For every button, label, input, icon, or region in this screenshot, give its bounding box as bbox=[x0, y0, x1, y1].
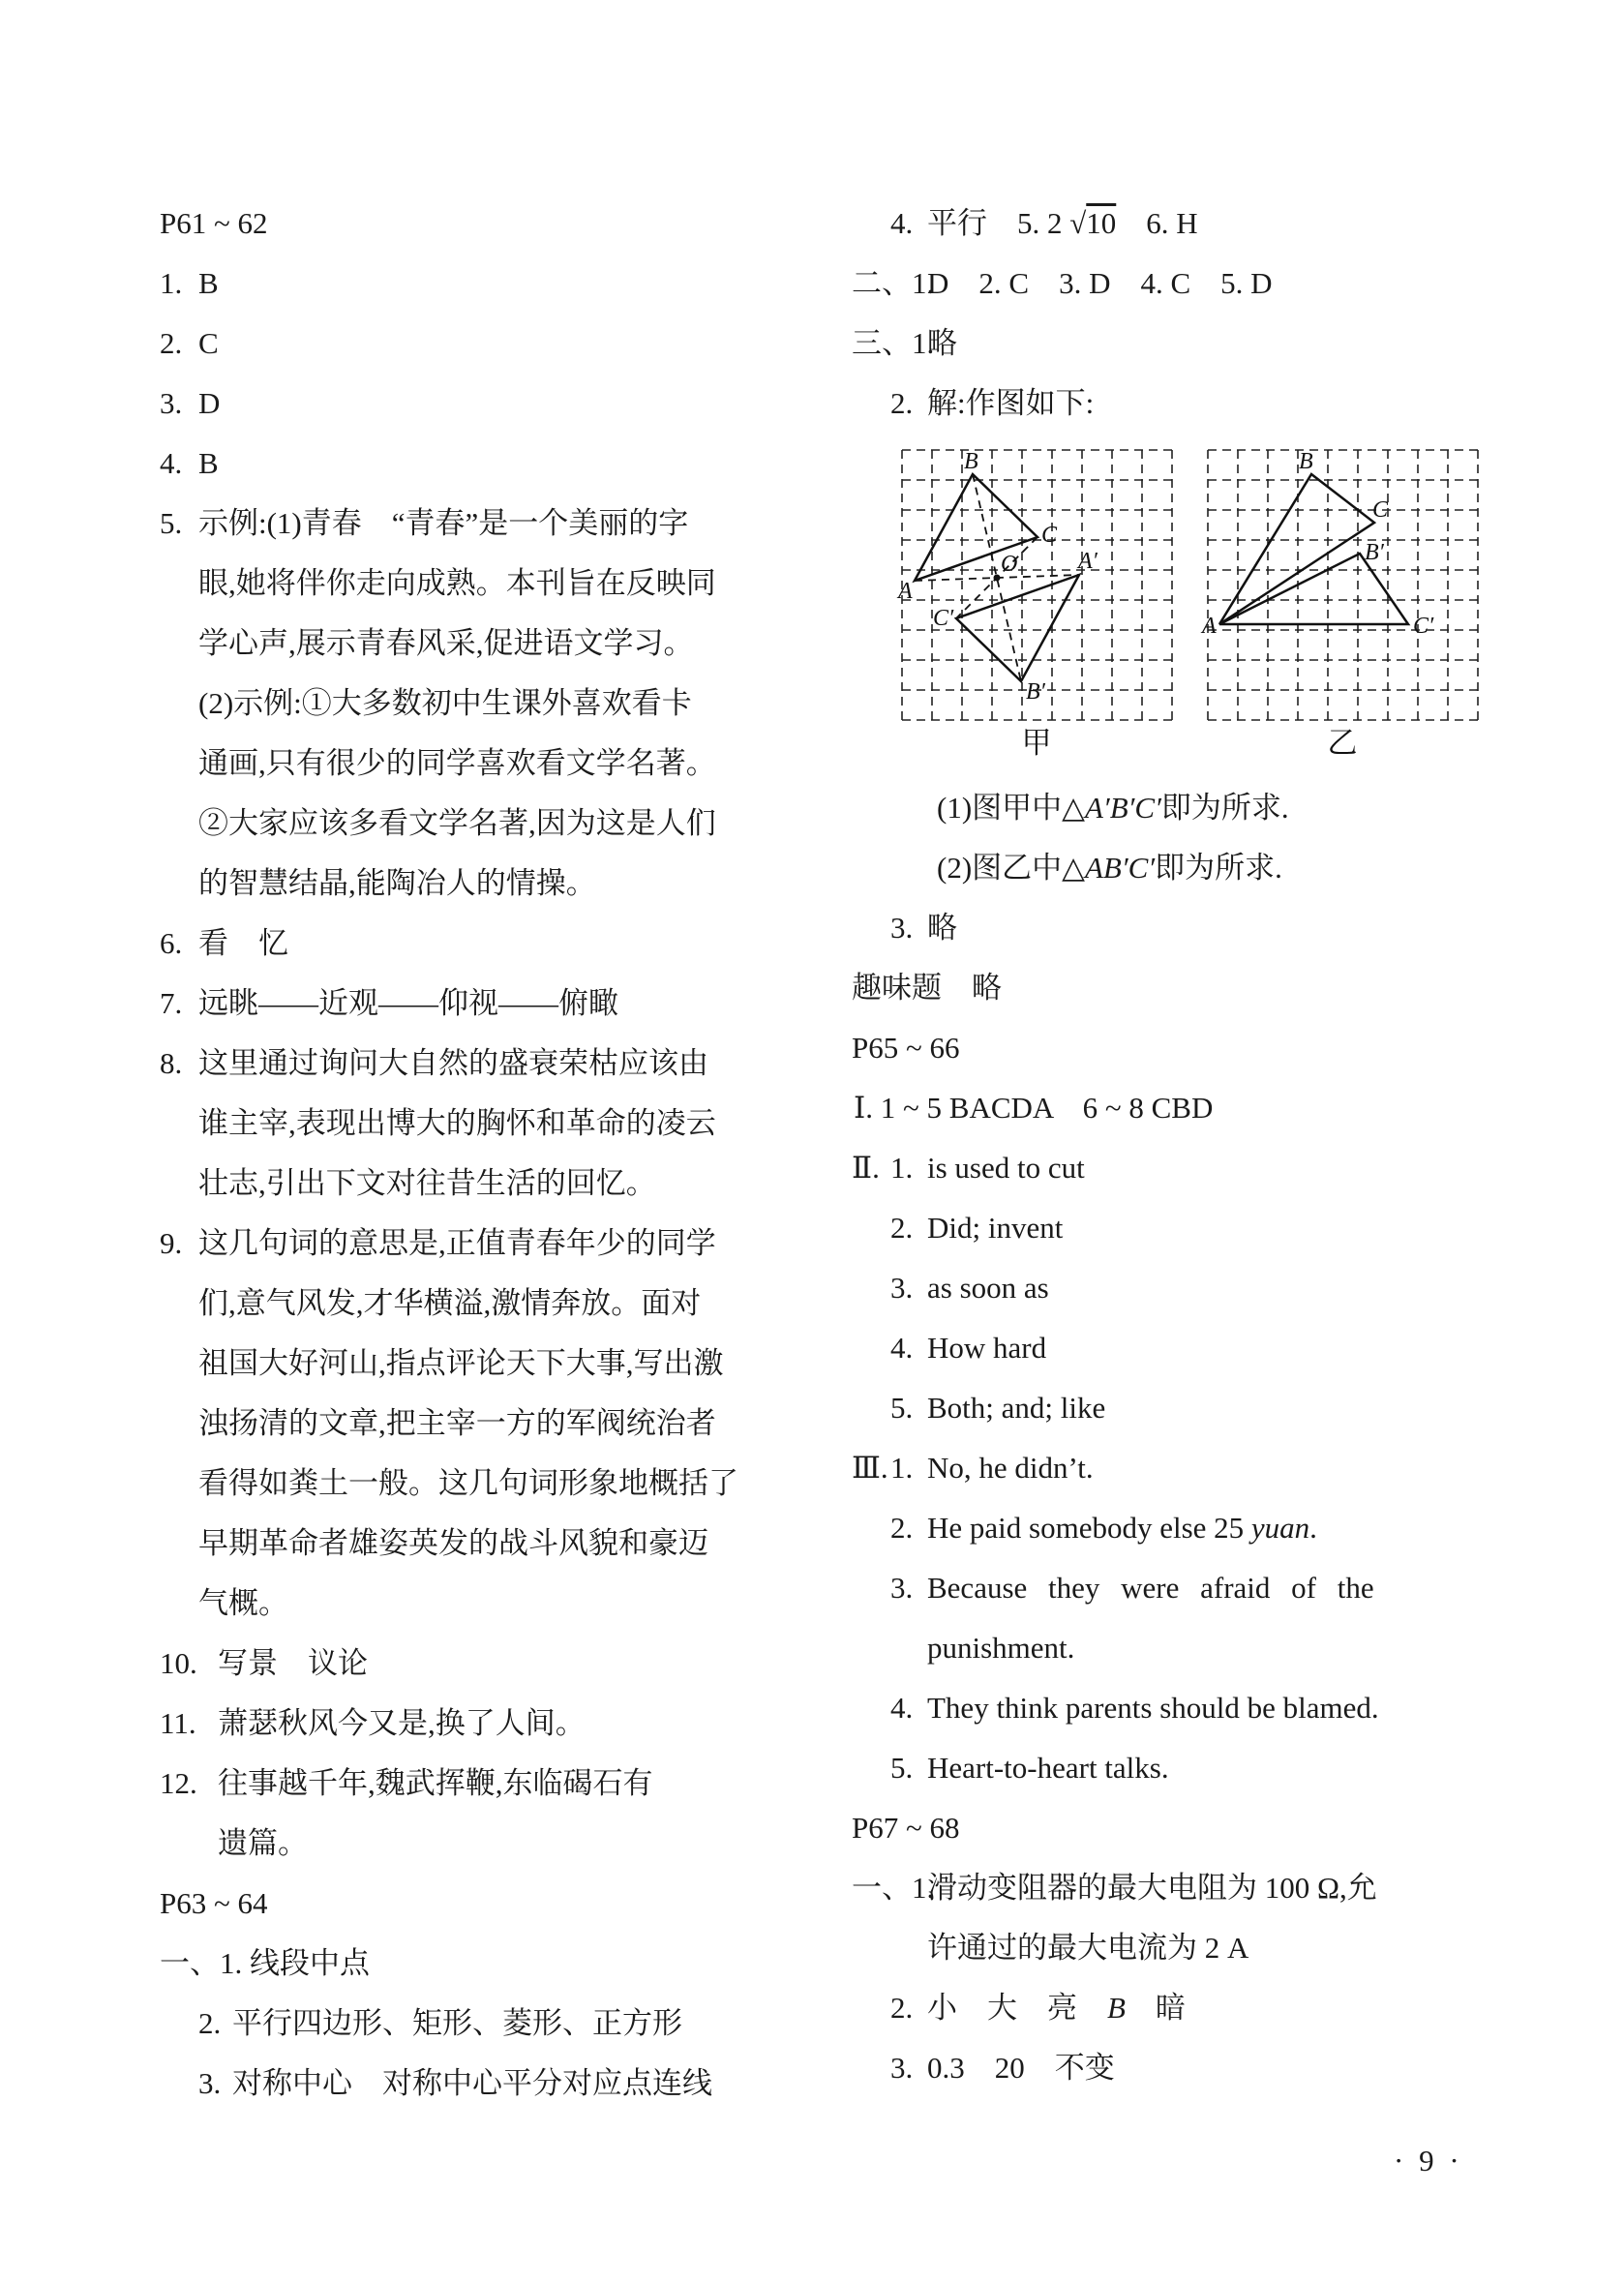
item-number: 6. bbox=[160, 926, 183, 960]
item-number: 3. bbox=[198, 2066, 222, 2100]
page-number: · 9 · bbox=[1394, 2144, 1463, 2177]
point-label-c: C bbox=[1041, 523, 1058, 548]
answer-text bbox=[927, 1978, 1186, 2038]
answer-text: 壮志,引出下文对往昔生活的回忆。 bbox=[198, 1166, 656, 1200]
answer-line bbox=[0, 494, 832, 554]
answer-text-part: 即为所求. bbox=[1160, 791, 1289, 825]
answer-text-part: . bbox=[1309, 1511, 1317, 1545]
answer-line bbox=[0, 974, 832, 1034]
item-number: 4. bbox=[890, 1331, 914, 1365]
figure-caption-jia: 甲 bbox=[1021, 726, 1052, 760]
answer-line bbox=[832, 958, 1624, 1018]
answer-continuation bbox=[0, 1394, 832, 1454]
grid-yi bbox=[1208, 450, 1478, 720]
item-number: 2. bbox=[890, 386, 914, 420]
item-number: 3. bbox=[160, 386, 183, 420]
answer-line bbox=[0, 1214, 832, 1274]
answer-line bbox=[832, 2038, 1624, 2098]
answer-text-part: 暗 bbox=[1125, 1991, 1186, 2025]
section-title: P61 ~ 62 bbox=[160, 206, 268, 240]
item-number: 3. bbox=[890, 911, 914, 945]
answer-text: (2)示例:①大多数初中生课外喜欢看卡 bbox=[198, 686, 692, 720]
answer-line bbox=[832, 1858, 1624, 1918]
item-number: 3. bbox=[890, 1271, 914, 1305]
answer-continuation bbox=[0, 734, 832, 794]
item-number: 2. bbox=[198, 2006, 222, 2040]
answer-line bbox=[0, 1034, 832, 1094]
answer-text-part: 即为所求. bbox=[1155, 851, 1282, 885]
answer-text bbox=[927, 1498, 1317, 1558]
answer-line bbox=[832, 374, 1624, 434]
answer-text: 写景 议论 bbox=[218, 1646, 368, 1680]
answer-line bbox=[0, 1994, 832, 2054]
answer-line bbox=[0, 1934, 832, 1994]
answer-continuation bbox=[832, 1918, 1624, 1978]
answer-line bbox=[832, 1258, 1624, 1318]
answer-line bbox=[832, 1198, 1624, 1258]
item-number: 二、1. bbox=[852, 266, 935, 300]
answer-text-part: (1)图甲中△ bbox=[937, 791, 1085, 825]
answer-text: 略 bbox=[927, 326, 957, 360]
item-number: 2. bbox=[160, 326, 183, 360]
section-heading bbox=[0, 1874, 832, 1934]
answer-text: Both; and; like bbox=[927, 1391, 1106, 1425]
figure-jia bbox=[915, 474, 1079, 681]
answer-line bbox=[832, 194, 1624, 254]
answer-line bbox=[0, 374, 832, 434]
answer-text: 线段中点 bbox=[250, 1946, 370, 1980]
answer-text: C bbox=[198, 326, 219, 360]
answer-line bbox=[0, 1634, 832, 1694]
answer-text: 早期革命者雄姿英发的战斗风貌和豪迈 bbox=[198, 1526, 708, 1560]
answer-text: How hard bbox=[927, 1331, 1047, 1365]
item-number: 2. bbox=[890, 1511, 914, 1545]
answer-line bbox=[832, 1138, 1624, 1198]
item-number: 10. bbox=[160, 1646, 197, 1680]
answer-text: 遗篇。 bbox=[218, 1826, 308, 1860]
answer-text: Did; invent bbox=[927, 1211, 1064, 1245]
answer-text: 趣味题 略 bbox=[852, 971, 1002, 1005]
section-heading bbox=[832, 1798, 1624, 1858]
point-label-b1: B′ bbox=[1365, 540, 1384, 565]
answer-text: 学心声,展示青春风采,促进语文学习。 bbox=[198, 626, 694, 660]
item-number: 12. bbox=[160, 1766, 197, 1800]
answer-text: Heart-to-heart talks. bbox=[927, 1751, 1169, 1785]
answer-line bbox=[832, 1738, 1624, 1798]
answer-continuation bbox=[0, 554, 832, 614]
part-number: Ⅲ. bbox=[852, 1451, 888, 1485]
answer-text: 气概。 bbox=[198, 1586, 288, 1620]
answer-continuation bbox=[832, 1618, 1624, 1678]
answer-text: B bbox=[198, 446, 219, 480]
answer-text-part: (2)图乙中△ bbox=[937, 851, 1085, 885]
section-title: P67 ~ 68 bbox=[852, 1811, 960, 1845]
item-number: 11. bbox=[160, 1706, 196, 1740]
answer-text: 平行四边形、矩形、菱形、正方形 bbox=[232, 2006, 682, 2040]
item-number: 2. bbox=[890, 1211, 914, 1245]
item-number: 1. bbox=[890, 1151, 914, 1185]
answer-continuation bbox=[0, 1154, 832, 1214]
item-number: 4. bbox=[160, 446, 183, 480]
answer-text bbox=[937, 778, 1289, 838]
center-point-o bbox=[994, 575, 1001, 582]
answer-text: D bbox=[198, 386, 221, 420]
answer-text: ②大家应该多看文学名著,因为这是人们 bbox=[198, 806, 716, 840]
right-column bbox=[832, 194, 1624, 2098]
answer-text: 对称中心 对称中心平分对应点连线 bbox=[232, 2066, 712, 2100]
answer-line bbox=[0, 1694, 832, 1754]
answer-text: 的智慧结晶,能陶冶人的情操。 bbox=[198, 866, 596, 900]
answer-line bbox=[832, 1078, 1624, 1138]
answer-continuation bbox=[0, 674, 832, 734]
answer-text-part: He paid somebody else 25 bbox=[927, 1511, 1251, 1545]
point-label-a1: A′ bbox=[1078, 549, 1098, 574]
answer-line bbox=[832, 778, 1624, 838]
answer-text: 祖国大好河山,指点评论天下大事,写出激 bbox=[198, 1346, 724, 1380]
answer-text bbox=[927, 194, 1198, 254]
answer-continuation bbox=[0, 614, 832, 674]
answer-continuation bbox=[0, 1334, 832, 1394]
answer-text: 滑动变阻器的最大电阻为 100 Ω,允 bbox=[927, 1871, 1377, 1905]
point-label-a: A bbox=[898, 579, 913, 604]
answer-text: D 2. C 3. D 4. C 5. D bbox=[927, 266, 1273, 300]
answer-text: No, he didn’t. bbox=[927, 1451, 1094, 1485]
item-number: 2. bbox=[890, 1991, 914, 2025]
item-number: 一、1. bbox=[160, 1946, 243, 1980]
answer-text: 这几句词的意思是,正值青春年少的同学 bbox=[198, 1226, 716, 1260]
answer-text: Because they were afraid of the bbox=[927, 1571, 1374, 1605]
answer-text-part: 平行 5. 2 √ bbox=[927, 206, 1087, 240]
answer-line bbox=[832, 1978, 1624, 2038]
triangle-name: A′B′C′ bbox=[1085, 791, 1161, 825]
answer-text-italic: B bbox=[1107, 1991, 1126, 2025]
item-number: 三、1. bbox=[852, 326, 935, 360]
answer-text: 解:作图如下: bbox=[927, 386, 1095, 420]
item-number: 1. bbox=[890, 1451, 914, 1485]
answer-text bbox=[937, 838, 1282, 898]
item-number: 7. bbox=[160, 986, 183, 1020]
answer-text: punishment. bbox=[927, 1631, 1075, 1665]
answer-continuation bbox=[0, 854, 832, 914]
answer-text: B bbox=[198, 266, 219, 300]
item-number: 9. bbox=[160, 1226, 183, 1260]
item-number: 5. bbox=[890, 1391, 914, 1425]
answer-text: 往事越千年,魏武挥鞭,东临碣石有 bbox=[218, 1766, 653, 1800]
point-label-c: C bbox=[1372, 497, 1389, 523]
section-title: P65 ~ 66 bbox=[852, 1031, 960, 1065]
answer-text-part: 小 大 亮 bbox=[927, 1991, 1107, 2025]
answer-line bbox=[832, 1438, 1624, 1498]
section-heading bbox=[832, 1018, 1624, 1078]
answer-text-part: 6. H bbox=[1116, 206, 1198, 240]
answer-line bbox=[832, 1558, 1624, 1618]
answer-continuation bbox=[0, 1094, 832, 1154]
answer-line bbox=[0, 314, 832, 374]
answer-continuation bbox=[0, 1814, 832, 1874]
point-label-c1: C′ bbox=[1413, 614, 1434, 639]
answer-text: 通画,只有很少的同学喜欢看文学名著。 bbox=[198, 746, 716, 780]
answer-line bbox=[832, 898, 1624, 958]
answer-text: 眼,她将伴你走向成熟。本刊旨在反映同 bbox=[198, 566, 716, 600]
triangle-abc bbox=[1219, 474, 1374, 624]
item-number: 3. bbox=[890, 2051, 914, 2085]
part-number: Ⅱ. bbox=[852, 1151, 880, 1185]
answer-text: 谁主宰,表现出博大的胸怀和革命的凌云 bbox=[198, 1106, 716, 1140]
answer-line bbox=[832, 1318, 1624, 1378]
answer-line bbox=[0, 434, 832, 494]
answer-text: 浊扬清的文章,把主宰一方的军阀统治者 bbox=[198, 1406, 716, 1440]
answer-text: 0.3 20 不变 bbox=[927, 2051, 1115, 2085]
answer-continuation bbox=[0, 1274, 832, 1334]
answer-continuation bbox=[0, 1454, 832, 1514]
answer-line bbox=[832, 1378, 1624, 1438]
answer-text: Ⅰ. 1 ~ 5 BACDA 6 ~ 8 CBD bbox=[854, 1091, 1214, 1125]
section-title: P63 ~ 64 bbox=[160, 1886, 268, 1920]
answer-text-italic: yuan bbox=[1250, 1511, 1310, 1545]
point-label-o: O bbox=[1001, 552, 1018, 577]
answer-line bbox=[832, 1498, 1624, 1558]
section-heading bbox=[0, 194, 832, 254]
answer-line bbox=[0, 914, 832, 974]
answer-line bbox=[832, 314, 1624, 374]
point-label-b1: B′ bbox=[1026, 679, 1045, 705]
triangle-name: AB′C′ bbox=[1085, 851, 1156, 885]
item-number: 3. bbox=[890, 1571, 914, 1605]
answer-text: is used to cut bbox=[927, 1151, 1085, 1185]
item-number: 8. bbox=[160, 1046, 183, 1080]
left-column bbox=[0, 194, 832, 2114]
item-number: 1. bbox=[160, 266, 183, 300]
answer-text: as soon as bbox=[927, 1271, 1049, 1305]
sqrt-radicand: 10 bbox=[1086, 206, 1117, 240]
answer-text: 许通过的最大电流为 2 A bbox=[927, 1931, 1249, 1965]
answer-continuation bbox=[0, 1574, 832, 1634]
item-number: 5. bbox=[160, 506, 183, 540]
answer-continuation bbox=[0, 1514, 832, 1574]
answer-text: They think parents should be blamed. bbox=[927, 1691, 1379, 1725]
item-number: 4. bbox=[890, 1691, 914, 1725]
figure-caption-yi: 乙 bbox=[1327, 726, 1358, 760]
point-label-c1: C′ bbox=[933, 606, 954, 631]
answer-line bbox=[832, 1678, 1624, 1738]
answer-line bbox=[0, 1754, 832, 1814]
answer-text: 看得如粪土一般。这几句词形象地概括了 bbox=[198, 1466, 738, 1500]
answer-text: 萧瑟秋风今又是,换了人间。 bbox=[218, 1706, 586, 1740]
point-label-a: A bbox=[1202, 614, 1217, 639]
geometry-figure-svg bbox=[871, 434, 1510, 778]
answer-text: 们,意气风发,才华横溢,激情奔放。面对 bbox=[198, 1286, 702, 1320]
answer-text: 看 忆 bbox=[198, 926, 288, 960]
answer-line bbox=[832, 254, 1624, 314]
point-label-b: B bbox=[1299, 449, 1313, 474]
answer-line bbox=[0, 2054, 832, 2114]
geometry-figure bbox=[832, 434, 1624, 778]
answer-line bbox=[0, 254, 832, 314]
answer-text: 这里通过询问大自然的盛衰荣枯应该由 bbox=[198, 1046, 708, 1080]
answer-text: 略 bbox=[927, 911, 957, 945]
item-number: 一、1. bbox=[852, 1871, 935, 1905]
answer-continuation bbox=[0, 794, 832, 854]
answer-line bbox=[832, 838, 1624, 898]
point-label-b: B bbox=[964, 449, 978, 474]
answer-text: 远眺——近观——仰视——俯瞰 bbox=[198, 986, 618, 1020]
item-number: 5. bbox=[890, 1751, 914, 1785]
item-number: 4. bbox=[890, 206, 914, 240]
answer-text: 示例:(1)青春 “青春”是一个美丽的字 bbox=[198, 506, 689, 540]
